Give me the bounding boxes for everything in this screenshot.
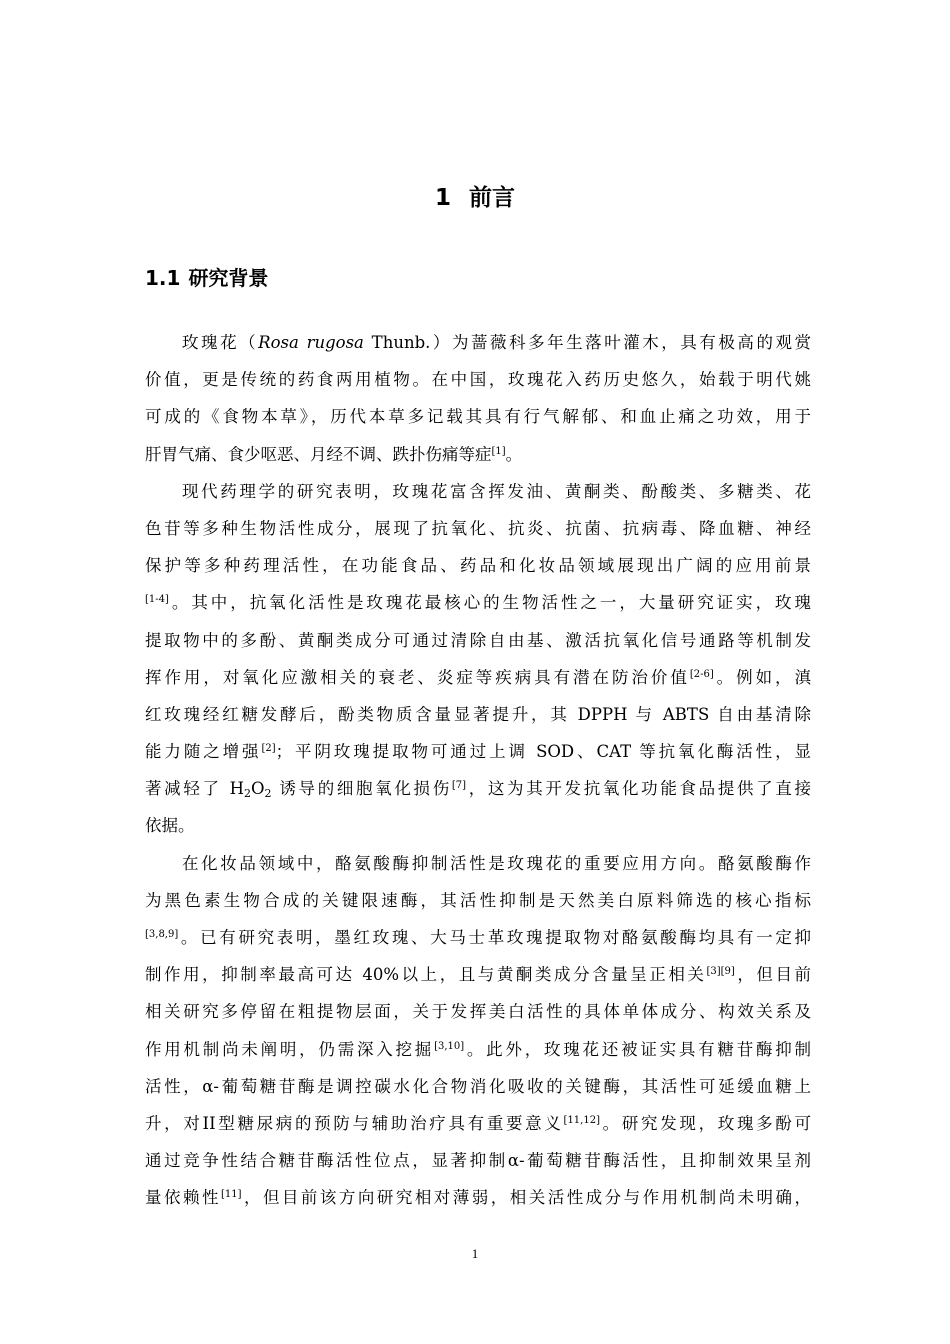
text-run: 红玫瑰经红糖发酵后，酚类物质含量显著提升，其 DPPH 与 ABTS 自由基清除	[145, 704, 811, 724]
text-run: O	[250, 779, 265, 799]
text-line	[145, 696, 811, 733]
text-line	[145, 733, 811, 770]
text-run: ，但目前该方向研究相对薄弱，相关活性成分与作用机制尚未明确，	[241, 1188, 811, 1208]
text-run: 能力随之增强	[145, 742, 262, 762]
citation-ref: [1]	[491, 445, 506, 457]
text-line	[145, 956, 811, 993]
text-run: 相关研究多停留在粗提物层面，关于发挥美白活性的具体单体成分、构效关系及	[145, 1002, 811, 1022]
citation-ref: [2]	[261, 743, 276, 755]
text-run: 。研究发现，玫瑰多酚可	[599, 1113, 811, 1133]
text-run: ；平阴玫瑰提取物可通过上调 SOD、CAT 等抗氧化酶活性，显	[275, 742, 811, 762]
text-run: 在化妆品领域中，酪氨酸酶抑制活性是玫瑰花的重要应用方向。酪氨酸酶作	[182, 853, 811, 873]
text-line	[145, 919, 811, 956]
text-line	[145, 361, 811, 398]
text-line	[145, 1179, 811, 1216]
text-run: 色苷等多种生物活性成分，展现了抗氧化、抗炎、抗菌、抗病毒、降血糖、神经	[145, 518, 811, 538]
text-line	[145, 882, 811, 919]
citation-ref: [11]	[220, 1189, 242, 1201]
text-run: 提取物中的多酚、黄酮类成分可通过清除自由基、激活抗氧化信号通路等机制发	[145, 630, 811, 650]
text-line	[145, 807, 811, 844]
citation-ref: [3,8,9]	[145, 929, 179, 940]
citation-ref: [3,10]	[434, 1040, 465, 1052]
text-run: 通过竞争性结合糖苷酶活性位点，显著抑制α-葡萄糖苷酶活性，且抑制效果呈剂	[145, 1151, 811, 1171]
text-run: 为黑色素生物合成的关键限速酶，其活性抑制是天然美白原料筛选的核心指标	[145, 890, 811, 910]
text-run: 升，对II型糖尿病的预防与辅助治疗具有重要意义	[145, 1113, 564, 1133]
section-title: 研究背景	[188, 266, 269, 290]
text-run: 。例如，滇	[713, 667, 812, 687]
text-run: 玫瑰花（	[182, 333, 259, 352]
text-run: 制作用，抑制率最高可达 40%以上，且与黄酮类成分含量呈正相关	[145, 965, 707, 985]
text-run: 。	[505, 444, 523, 464]
text-run: 。其中，抗氧化活性是玫瑰花最核心的生物活性之一，大量研究证实，玫瑰	[168, 593, 811, 613]
text-line	[145, 584, 811, 621]
text-run: ，这为其开发抗氧化功能食品提供了直接	[466, 779, 811, 799]
text-line	[145, 398, 811, 435]
text-line	[145, 770, 811, 807]
text-run: Thunb.）为蔷薇科多年生落叶灌木，具有极高的观赏	[363, 333, 812, 352]
text-line	[145, 436, 811, 473]
text-run: 量依赖性	[145, 1188, 221, 1208]
text-run: 作用机制尚未阐明，仍需深入挖掘	[145, 1039, 435, 1059]
text-run: ，但目前	[734, 965, 812, 985]
text-line	[145, 510, 811, 547]
subscript: 2	[243, 787, 251, 801]
text-run: 。已有研究表明，墨红玫瑰、大马士革玫瑰提取物对酪氨酸酶均具有一定抑	[178, 928, 811, 947]
chapter-number: 1	[434, 185, 451, 211]
text-run: 活性，α-葡萄糖苷酶是调控碳水化合物消化吸收的关键酶，其活性可延缓血糖上	[145, 1076, 811, 1096]
subscript: 2	[264, 787, 272, 801]
citation-ref: [11,12]	[563, 1114, 600, 1126]
chapter-title: 前言	[469, 185, 515, 211]
section-number: 1.1	[145, 266, 181, 290]
text-run: 可成的《食物本草》，历代本草多记载其具有行气解郁、和血止痛之功效，用于	[145, 407, 811, 427]
citation-ref: [3][9]	[706, 966, 735, 978]
text-run: 现代药理学的研究表明，玫瑰花富含挥发油、黄酮类、酚酸类、多糖类、花	[182, 481, 811, 501]
text-line	[145, 473, 811, 510]
text-run: 著减轻了 H	[145, 779, 244, 799]
text-line	[145, 1031, 811, 1068]
section-heading	[145, 262, 268, 294]
text-line	[145, 1142, 811, 1179]
text-line	[145, 659, 811, 696]
text-line	[145, 547, 811, 584]
citation-ref: [1-4]	[145, 594, 169, 606]
text-line	[145, 1105, 811, 1142]
text-line	[145, 622, 811, 659]
body-text	[145, 324, 811, 1217]
text-line	[145, 1068, 811, 1105]
text-run: 诱导的细胞氧化损伤	[271, 779, 452, 799]
text-run: 肝胃气痛、食少呕恶、月经不调、跌扑伤痛等症	[145, 444, 492, 464]
text-run: 保护等多种药理活性，在功能食品、药品和化妆品领域展现出广阔的应用前景	[145, 556, 811, 576]
chapter-heading	[0, 178, 950, 218]
text-run: 。此外，玫瑰花还被证实具有糖苷酶抑制	[464, 1039, 812, 1059]
text-line	[145, 845, 811, 882]
text-run: 依据。	[145, 816, 195, 836]
text-line	[145, 324, 811, 361]
text-run: 挥作用，对氧化应激相关的衰老、炎症等疾病具有潜在防治价值	[145, 667, 690, 687]
text-line	[145, 993, 811, 1030]
italic-species-name: Rosa rugosa	[258, 333, 364, 352]
page-number: 1	[471, 1246, 479, 1261]
citation-ref: [2-6]	[689, 668, 714, 680]
citation-ref: [7]	[451, 780, 467, 792]
text-run: 价值，更是传统的药食两用植物。在中国，玫瑰花入药历史悠久，始载于明代姚	[145, 370, 811, 390]
